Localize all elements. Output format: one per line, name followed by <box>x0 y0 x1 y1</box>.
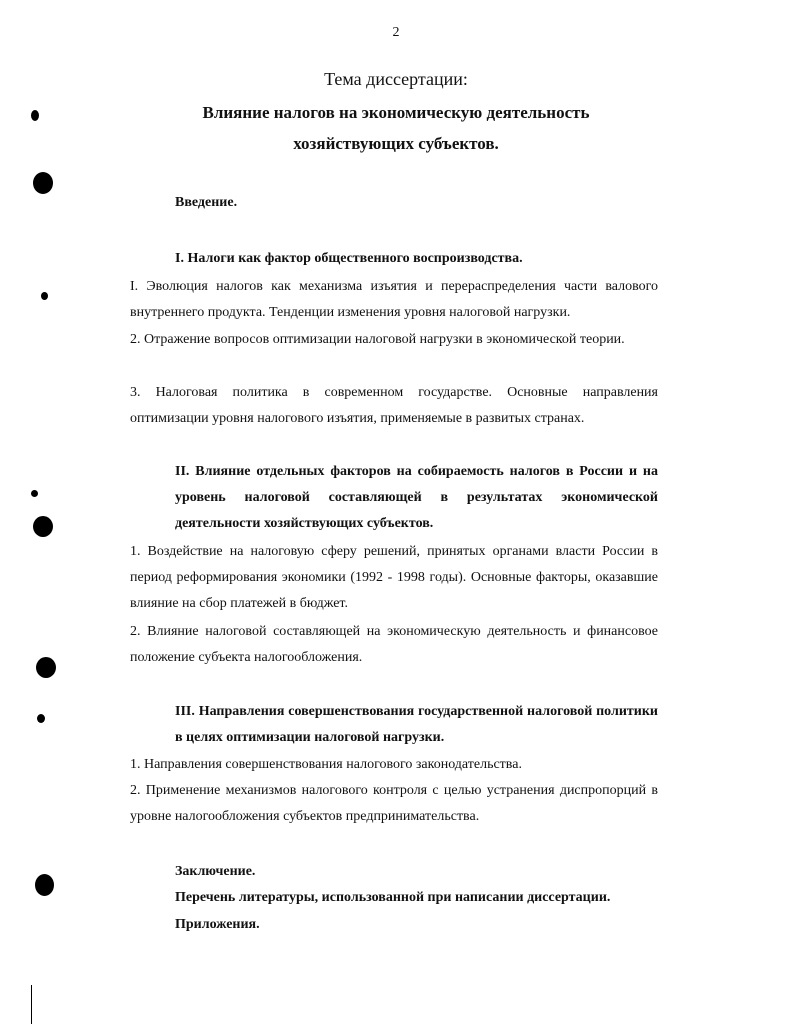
intro-heading: Введение. <box>175 195 238 210</box>
scan-edge-line <box>31 985 32 1024</box>
scan-mark <box>41 292 48 300</box>
section-3-item-1: 1. Направления совершенствования налогового законодательства. <box>130 757 522 772</box>
page-number: 2 <box>392 25 400 40</box>
section-1-item-3: 3. Налоговая политика в современном государстве. Основные направления оптимизации уровня налогового изъятия, применяемые в развитых странах. <box>130 385 658 426</box>
punch-hole <box>36 657 56 678</box>
punch-hole <box>35 874 54 896</box>
section-3-heading: III. Направления совершенствования государственной налоговой политики в целях оптимизации налоговой нагрузки. <box>175 704 658 745</box>
appendices-heading: Приложения. <box>175 917 260 932</box>
punch-hole <box>33 516 53 537</box>
theme-title-line1: Влияние налогов на экономическую деятельность <box>202 103 590 122</box>
section-1-item-2: 2. Отражение вопросов оптимизации налоговой нагрузки в экономической теории. <box>130 332 625 347</box>
conclusion-heading: Заключение. <box>175 864 256 879</box>
theme-title-line2: хозяйствующих субъектов. <box>293 134 499 153</box>
section-1-heading: I. Налоги как фактор общественного воспроизводства. <box>175 251 523 266</box>
punch-hole <box>33 172 53 194</box>
scan-mark <box>37 714 45 723</box>
section-2-item-1: 1. Воздействие на налоговую сферу решений, принятых органами власти России в период реформирования экономики (1992 - 1998 годы). Основные факторы, оказавшие влияние на сбор платежей в бюджет. <box>130 544 658 611</box>
section-1-item-1: I. Эволюция налогов как механизма изъятия и перераспределения части валового внутреннего продукта. Тенденции изменения уровня налоговой нагрузки. <box>130 279 658 320</box>
section-2-heading: II. Влияние отдельных факторов на собираемость налогов в России и на уровень налоговой составляющей в результатах экономической деятельности хозяйствующих субъектов. <box>175 464 658 531</box>
section-3-item-2: 2. Применение механизмов налогового контроля с целью устранения диспропорций в уровне налогообложения субъектов предпринимательства. <box>130 783 658 824</box>
theme-label: Тема диссертации: <box>324 69 468 89</box>
scan-mark <box>31 490 38 497</box>
section-2-item-2: 2. Влияние налоговой составляющей на экономическую деятельность и финансовое положение субъекта налогообложения. <box>130 624 658 665</box>
references-heading: Перечень литературы, использованной при написании диссертации. <box>175 890 611 905</box>
